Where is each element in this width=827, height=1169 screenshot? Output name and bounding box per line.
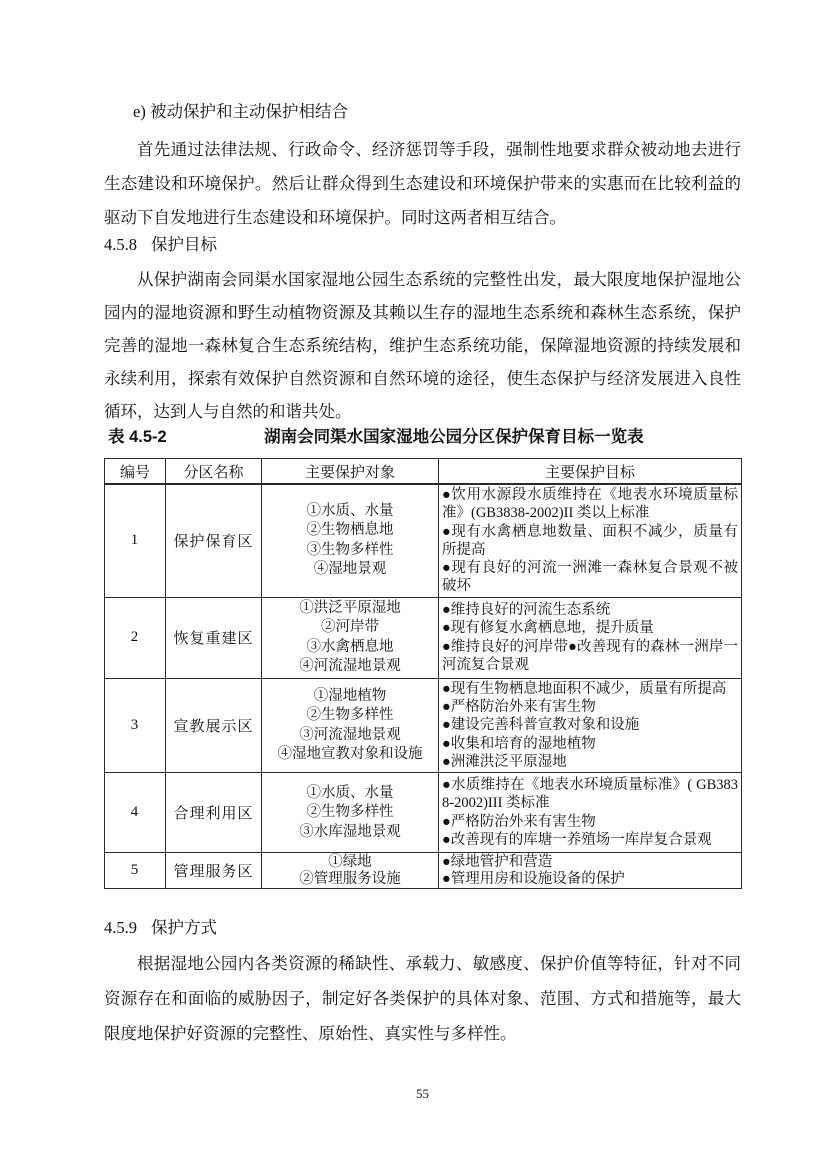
table-caption-label: 表 4.5-2 (108, 428, 167, 446)
cell-protection-goals (439, 678, 742, 772)
cell-protection-objects (262, 597, 439, 678)
cell-protection-goals (439, 597, 742, 678)
table-caption-title: 湖南会同渠水国家湿地公园分区保护保育目标一览表 (264, 428, 644, 446)
protection-goal-line: ●严格防治外来有害生物 (442, 813, 596, 830)
protection-goal-line: ●改善现有的库塘一养殖场一库岸复合景观 (442, 832, 712, 849)
cell-protection-objects (262, 678, 439, 772)
table-row (105, 773, 742, 853)
protection-goal-line: ●现有良好的河流一洲滩一森林复合景观不被破坏 (442, 560, 738, 595)
protection-object-line: ①洪泛平原湿地 (299, 599, 401, 616)
cell-zone-name: 保护保育区 (166, 484, 262, 597)
cell-protection-goals (439, 773, 742, 853)
cell-zone-name: 合理利用区 (166, 773, 262, 853)
page-number: 55 (416, 1086, 429, 1101)
list-item-e: e) 被动保护和主动保护相结合 (133, 102, 348, 121)
protection-object-line: ①水质、水量 (306, 784, 394, 801)
protection-goal-line: ●收集和培育的湿地植物 (442, 735, 596, 752)
cell-protection-objects (262, 484, 439, 597)
protection-object-line: ②生物栖息地 (306, 522, 394, 539)
cell-zone-id: 5 (105, 853, 166, 889)
protection-goal-line: ●管理用房和设施设备的保护 (442, 870, 625, 887)
cell-protection-goals (439, 484, 742, 597)
col-header-id: 编号 (105, 459, 166, 485)
protection-goal-line: ●水质维持在《地表水环境质量标准》( GB3838-2002)III 类标准 (442, 777, 738, 812)
protection-object-line: ③水禽栖息地 (306, 638, 394, 655)
section-heading-459 (104, 911, 741, 944)
section-459-paragraph: 根据湿地公园内各类资源的稀缺性、承载力、敏感度、保护价值等特征，针对不同资源存在和面临的威胁因子，制定好各类保护的具体对象、范围、方式和措施等，最大限度地保护好资源的完整性、原始性、真实性与多样性。 (104, 954, 741, 1043)
protection-goal-line: ●现有生物栖息地面积不减少，质量有所提高 (442, 680, 727, 697)
cell-protection-objects (262, 773, 439, 853)
protection-object-line: ①湿地植物 (313, 687, 387, 704)
cell-zone-id: 2 (105, 597, 166, 678)
protection-object-line: ④湿地宣教对象和设施 (277, 746, 423, 763)
protection-object-line: ③水库湿地景观 (299, 823, 401, 840)
table-row (105, 678, 742, 772)
protection-goal-line: ●饮用水源段水质维持在《地表水环境质量标准》(GB3838-2002)II 类以上标准 (442, 487, 738, 522)
protection-object-line: ①绿地 (328, 854, 372, 871)
protection-goal-line: ●现有修复水禽栖息地，提升质量 (442, 620, 654, 637)
protection-goal-line: ●建设完善科普宣教对象和设施 (442, 717, 640, 734)
zones-table (104, 458, 742, 889)
protection-goal-line: ●维持良好的河岸带●改善现有的森林一洲岸一河流复合景观 (442, 638, 738, 674)
protection-goal-line: ●现有水禽栖息地数量、面积不减少，质量有所提高 (442, 523, 738, 558)
section-number: 4.5.9 (104, 918, 137, 937)
protection-object-line: ③河流湿地景观 (299, 726, 401, 743)
protection-goal-line: ●洲滩洪泛平原湿地 (442, 753, 567, 770)
col-header-objects: 主要保护对象 (262, 459, 439, 485)
intro-paragraph: 首先通过法律法规、行政命令、经济惩罚等手段，强制性地要求群众被动地去进行生态建设和环境保护。然后让群众得到生态建设和环境保护带来的实惠而在比较利益的驱动下自发地进行生态建设和环境保护。同时这两者相互结合。 (104, 140, 741, 227)
protection-goal-line: ●绿地管护和营造 (442, 854, 553, 871)
protection-object-line: ②生物多样性 (306, 707, 394, 724)
zones-table-header (105, 459, 742, 485)
protection-object-line: ④河流湿地景观 (299, 658, 401, 675)
table-header-row (105, 459, 742, 485)
section-title: 保护目标 (151, 235, 217, 254)
protection-object-line: ②生物多样性 (306, 804, 394, 821)
protection-object-line: ④湿地景观 (313, 561, 387, 578)
table-row (105, 484, 742, 597)
cell-zone-id: 4 (105, 773, 166, 853)
col-header-zone: 分区名称 (166, 459, 262, 485)
table-caption (104, 424, 741, 450)
cell-zone-id: 1 (105, 484, 166, 597)
section-heading-458 (104, 228, 741, 261)
protection-goal-line: ●严格防治外来有害生物 (442, 699, 596, 716)
cell-zone-id: 3 (105, 678, 166, 772)
table-row (105, 597, 742, 678)
protection-object-line: ②管理服务设施 (299, 870, 401, 887)
col-header-goals: 主要保护目标 (439, 459, 742, 485)
cell-protection-goals (439, 853, 742, 889)
zones-table-body (105, 484, 742, 889)
protection-object-line: ②河岸带 (321, 619, 379, 636)
protection-object-line: ①水质、水量 (306, 502, 394, 519)
cell-zone-name: 恢复重建区 (166, 597, 262, 678)
section-number: 4.5.8 (104, 235, 137, 254)
section-title: 保护方式 (151, 918, 217, 937)
section-458-paragraph: 从保护湖南会同渠水国家湿地公园生态系统的完整性出发，最大限度地保护湿地公园内的湿地资源和野生动植物资源及其赖以生存的湿地生态系统和森林生态系统，保护完善的湿地一森林复合生态系统结构，维护生态系统功能，保障湿地资源的持续发展和永续利用，探索有效保护自然资源和自然环境的途径，使生态保护与经济发展进入良性循环，达到人与自然的和谐共处。 (104, 270, 741, 421)
table-row (105, 853, 742, 889)
protection-object-line: ③生物多样性 (306, 541, 394, 558)
cell-zone-name: 宣教展示区 (166, 678, 262, 772)
cell-protection-objects (262, 853, 439, 889)
cell-zone-name: 管理服务区 (166, 853, 262, 889)
protection-goal-line: ●维持良好的河流生态系统 (442, 602, 611, 619)
